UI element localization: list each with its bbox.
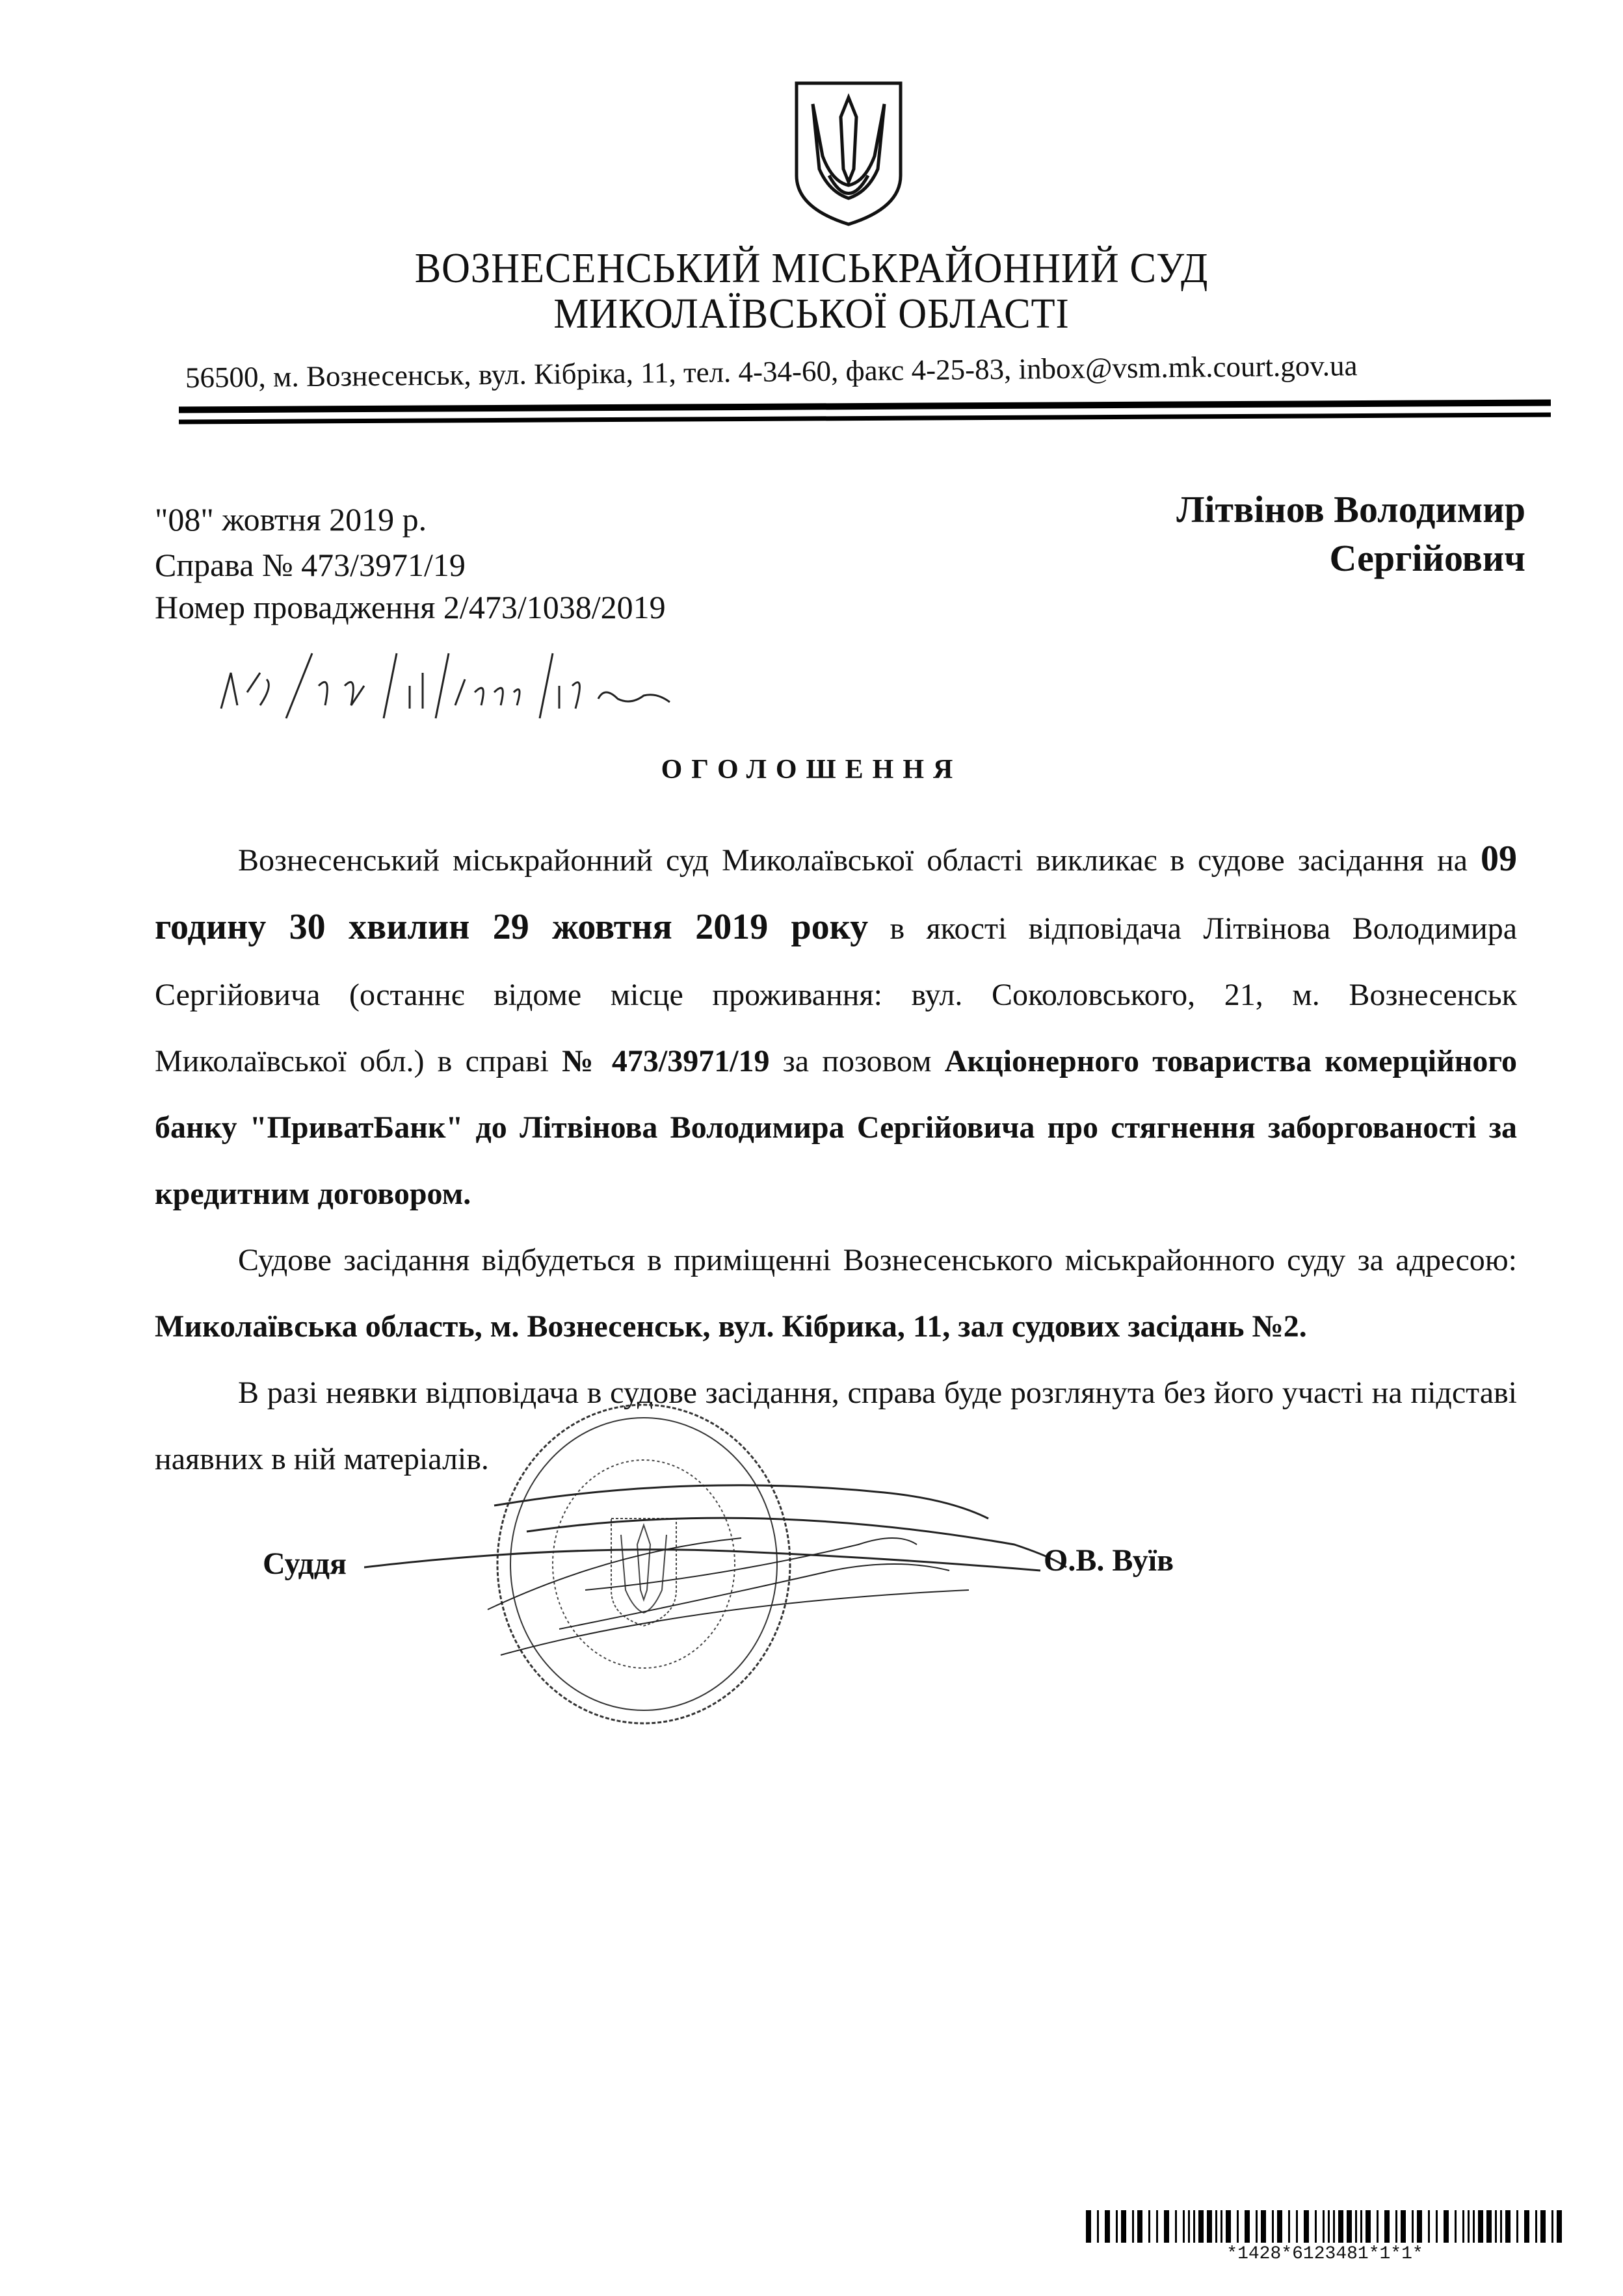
barcode-bar <box>1288 2210 1290 2243</box>
barcode-bar <box>1495 2210 1497 2243</box>
barcode-bar <box>1412 2210 1414 2243</box>
barcode-bar <box>1377 2210 1379 2243</box>
barcode-bar <box>1193 2210 1195 2243</box>
document-date: "08" жовтня 2019 р. <box>155 501 427 538</box>
barcode-bar <box>1137 2210 1142 2243</box>
text: Вознесенський міськрайонний суд Миколаївської області викликає в судове засідання на <box>238 843 1481 878</box>
barcode-bar <box>1428 2210 1430 2243</box>
paragraph-location <box>155 1227 1517 1360</box>
judge-name: О.В. Вуїв <box>1044 1543 1174 1578</box>
barcode-bar <box>1296 2210 1298 2243</box>
barcode-bar <box>1132 2210 1134 2243</box>
case-number: Справа № 473/3971/19 <box>155 547 466 583</box>
hearing-address: Миколаївська область, м. Вознесенськ, вул. Кібрика, 11, зал судових засідань №2. <box>155 1309 1307 1344</box>
barcode-bar <box>1215 2210 1217 2243</box>
barcode-bar <box>1360 2210 1362 2243</box>
court-name-line1: ВОЗНЕСЕНСЬКИЙ МІСЬКРАЙОННИЙ СУД <box>414 244 1209 292</box>
proceeding-number: Номер провадження 2/473/1038/2019 <box>155 589 666 625</box>
barcode-bar <box>1315 2210 1317 2243</box>
barcode-bar <box>1455 2210 1457 2243</box>
barcode-bar <box>1366 2210 1371 2243</box>
text: Судове засідання відбудеться в приміщенні Вознесенського міськрайонного суду за адресою: <box>238 1243 1517 1277</box>
barcode-bar <box>1417 2210 1422 2243</box>
barcode-bar <box>1462 2210 1464 2243</box>
hearing-datetime: 09 годину 30 хвилин 29 жовтня 2019 року <box>155 839 1517 947</box>
barcode-bar <box>1524 2210 1529 2243</box>
barcode-bar <box>1333 2210 1335 2243</box>
barcode <box>1086 2210 1564 2243</box>
barcode-bar <box>1355 2210 1357 2243</box>
barcode-bar <box>1535 2210 1537 2243</box>
barcode-bar <box>1557 2210 1562 2243</box>
claim-description: Акціонерного товариства комерційного банку "ПриватБанк" до Літвінова Володимира Сергійовича про стягнення заборгованості за кредитним договором. <box>155 1044 1517 1211</box>
barcode-bar <box>1164 2210 1169 2243</box>
barcode-bar <box>1338 2210 1343 2243</box>
barcode-bar <box>1473 2210 1475 2243</box>
barcode-bar <box>1156 2210 1158 2243</box>
barcode-bar <box>1347 2210 1352 2243</box>
barcode-bar <box>1272 2210 1274 2243</box>
recipient-name-line1: Літвінов Володимир <box>1176 488 1525 530</box>
barcode-bar <box>1478 2210 1483 2243</box>
barcode-bar <box>1323 2210 1325 2243</box>
text: за позовом <box>769 1044 945 1078</box>
barcode-bar <box>1086 2210 1091 2243</box>
coat-of-arms-trident-icon <box>790 78 907 228</box>
barcode-bar <box>1468 2210 1470 2243</box>
barcode-number: *1428*6123481*1*1* <box>1226 2244 1423 2264</box>
barcode-bar <box>1175 2210 1177 2243</box>
recipient-name-line2: Сергійович <box>1329 537 1525 579</box>
barcode-bar <box>1486 2210 1492 2243</box>
text: в якості відповідача Літвінова Володимира Сергійовича (останнє відоме місце проживання: вул. Соколовського, 21, м. Вознесенськ Миколаївської обл.) в справі <box>155 911 1517 1078</box>
header-divider <box>179 399 1551 413</box>
judge-label: Суддя <box>263 1546 347 1581</box>
barcode-bar <box>1207 2210 1212 2243</box>
barcode-bar <box>1188 2210 1190 2243</box>
paragraph-absence-notice: В разі неявки відповідача в судове засідання, справа буде розглянута без його участі на підставі наявних в ній матеріалів. <box>155 1376 1517 1476</box>
barcode-bar <box>1395 2210 1397 2243</box>
barcode-bar <box>1261 2210 1266 2243</box>
signature-row <box>155 1538 1517 1610</box>
announcement-body <box>155 826 1517 1610</box>
barcode-bar <box>1116 2210 1118 2243</box>
barcode-bar <box>1121 2210 1126 2243</box>
barcode-bar <box>1277 2210 1282 2243</box>
barcode-bar <box>1226 2210 1231 2243</box>
barcode-bar <box>1328 2210 1330 2243</box>
judge-signature <box>364 1434 1092 1681</box>
barcode-bar <box>1148 2210 1150 2243</box>
header-divider-second <box>179 412 1551 424</box>
barcode-bar <box>1516 2210 1518 2243</box>
barcode-bar <box>1237 2210 1239 2243</box>
barcode-bar <box>1256 2210 1258 2243</box>
case-number-inline: № 473/3971/19 <box>562 1044 770 1078</box>
barcode-bar <box>1198 2210 1204 2243</box>
barcode-bar <box>1097 2210 1099 2243</box>
barcode-bar <box>1384 2210 1390 2243</box>
barcode-bar <box>1304 2210 1309 2243</box>
court-name-line2: МИКОЛАЇВСЬКОЇ ОБЛАСТІ <box>553 290 1070 337</box>
barcode-bar <box>1444 2210 1449 2243</box>
handwritten-registration-number <box>215 647 722 725</box>
barcode-bar <box>1436 2210 1438 2243</box>
barcode-bar <box>1551 2210 1553 2243</box>
barcode-bar <box>1221 2210 1222 2243</box>
barcode-bar <box>1505 2210 1511 2243</box>
barcode-bar <box>1105 2210 1110 2243</box>
document-heading: ОГОЛОШЕННЯ <box>661 755 962 785</box>
barcode-bar <box>1245 2210 1250 2243</box>
barcode-bar <box>1540 2210 1546 2243</box>
court-address: 56500, м. Вознесенськ, вул. Кібріка, 11, тел. 4-34-60, факс 4-25-83, inbox@vsm.mk.court.gov.ua <box>185 349 1358 394</box>
paragraph-summons <box>155 826 1517 1227</box>
barcode-bar <box>1401 2210 1406 2243</box>
barcode-bar <box>1183 2210 1185 2243</box>
barcode-bar <box>1500 2210 1502 2243</box>
